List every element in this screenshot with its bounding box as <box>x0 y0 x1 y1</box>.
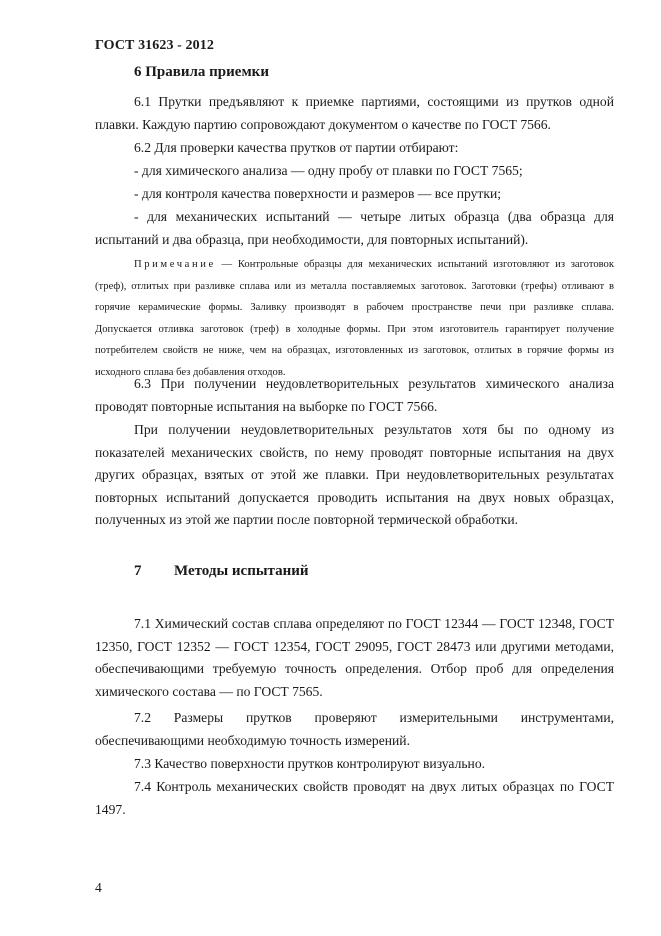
document-header: ГОСТ 31623 - 2012 <box>95 38 214 53</box>
note-label: Примечание <box>134 259 216 270</box>
paragraph-6-3-retest: При получении неудовлетворительных результатов хотя бы по одному из показателей механических свойств, по нему проводят повторные испытания на двух других образцах, взятых от этой же плавки. При неудовлетворительных результатах повторных испытаний допускается проводить испытания на двух новых образцах, полученных из этой же партии после повторной термической обработки. <box>95 422 614 528</box>
paragraph-6-1: 6.1 Прутки предъявляют к приемке партиями, состоящими из прутков одной плавки. Каждую партию сопровождают документом о качестве по ГОСТ 7566. <box>95 94 614 132</box>
note-block <box>95 254 614 384</box>
section-7-number: 7 <box>134 563 142 579</box>
note-text: — Контрольные образцы для механических испытаний изготовляют из заготовок (треф), отлитых при разливке сплава или из металла поставляемых заготовок. Заготовки (трефы) отливают в горячие керамические формы. Заливку производят в рабочем пространстве печи при разливке сплава. Допускается отливка заготовок (треф) в холодные формы. При этом изготовитель гарантирует получение потребителем свойств не ниже, чем на образцах, изготовленных из заготовок, отлитых в горячие формы из исходного сплава без добавления отходов. <box>95 259 614 378</box>
paragraph-7-3: 7.3 Качество поверхности прутков контролируют визуально. <box>134 756 486 771</box>
section-6-heading: 6 Правила приемки <box>134 64 269 80</box>
page-number: 4 <box>95 880 102 895</box>
paragraph-7-1: 7.1 Химический состав сплава определяют по ГОСТ 12344 — ГОСТ 12348, ГОСТ 12350, ГОСТ 12352 — ГОСТ 12354, ГОСТ 29095, ГОСТ 28473 или другими методами, обеспечивающими требуемую точность определения. Отбор проб для определения химического состава — по ГОСТ 7565. <box>95 616 614 699</box>
paragraph-7-4: 7.4 Контроль механических свойств проводят на двух литых образцах по ГОСТ 1497. <box>95 779 614 817</box>
paragraph-7-2: 7.2 Размеры прутков проверяют измерительными инструментами, обеспечивающими необходимую точность измерений. <box>95 710 614 748</box>
section-7-heading: Методы испытаний <box>174 563 309 579</box>
list-item-surface: - для контроля качества поверхности и размеров — все прутки; <box>134 186 502 201</box>
paragraph-6-2: 6.2 Для проверки качества прутков от партии отбирают: <box>134 140 459 155</box>
list-item-mechanical: - для механических испытаний — четыре литых образца (два образца для испытаний и два образца, при необходимости, для повторных испытаний). <box>95 209 614 247</box>
list-item-chemical: - для химического анализа — одну пробу от плавки по ГОСТ 7565; <box>134 163 523 178</box>
paragraph-6-3: 6.3 При получении неудовлетворительных результатов химического анализа проводят повторные испытания на выборке по ГОСТ 7566. <box>95 376 614 414</box>
